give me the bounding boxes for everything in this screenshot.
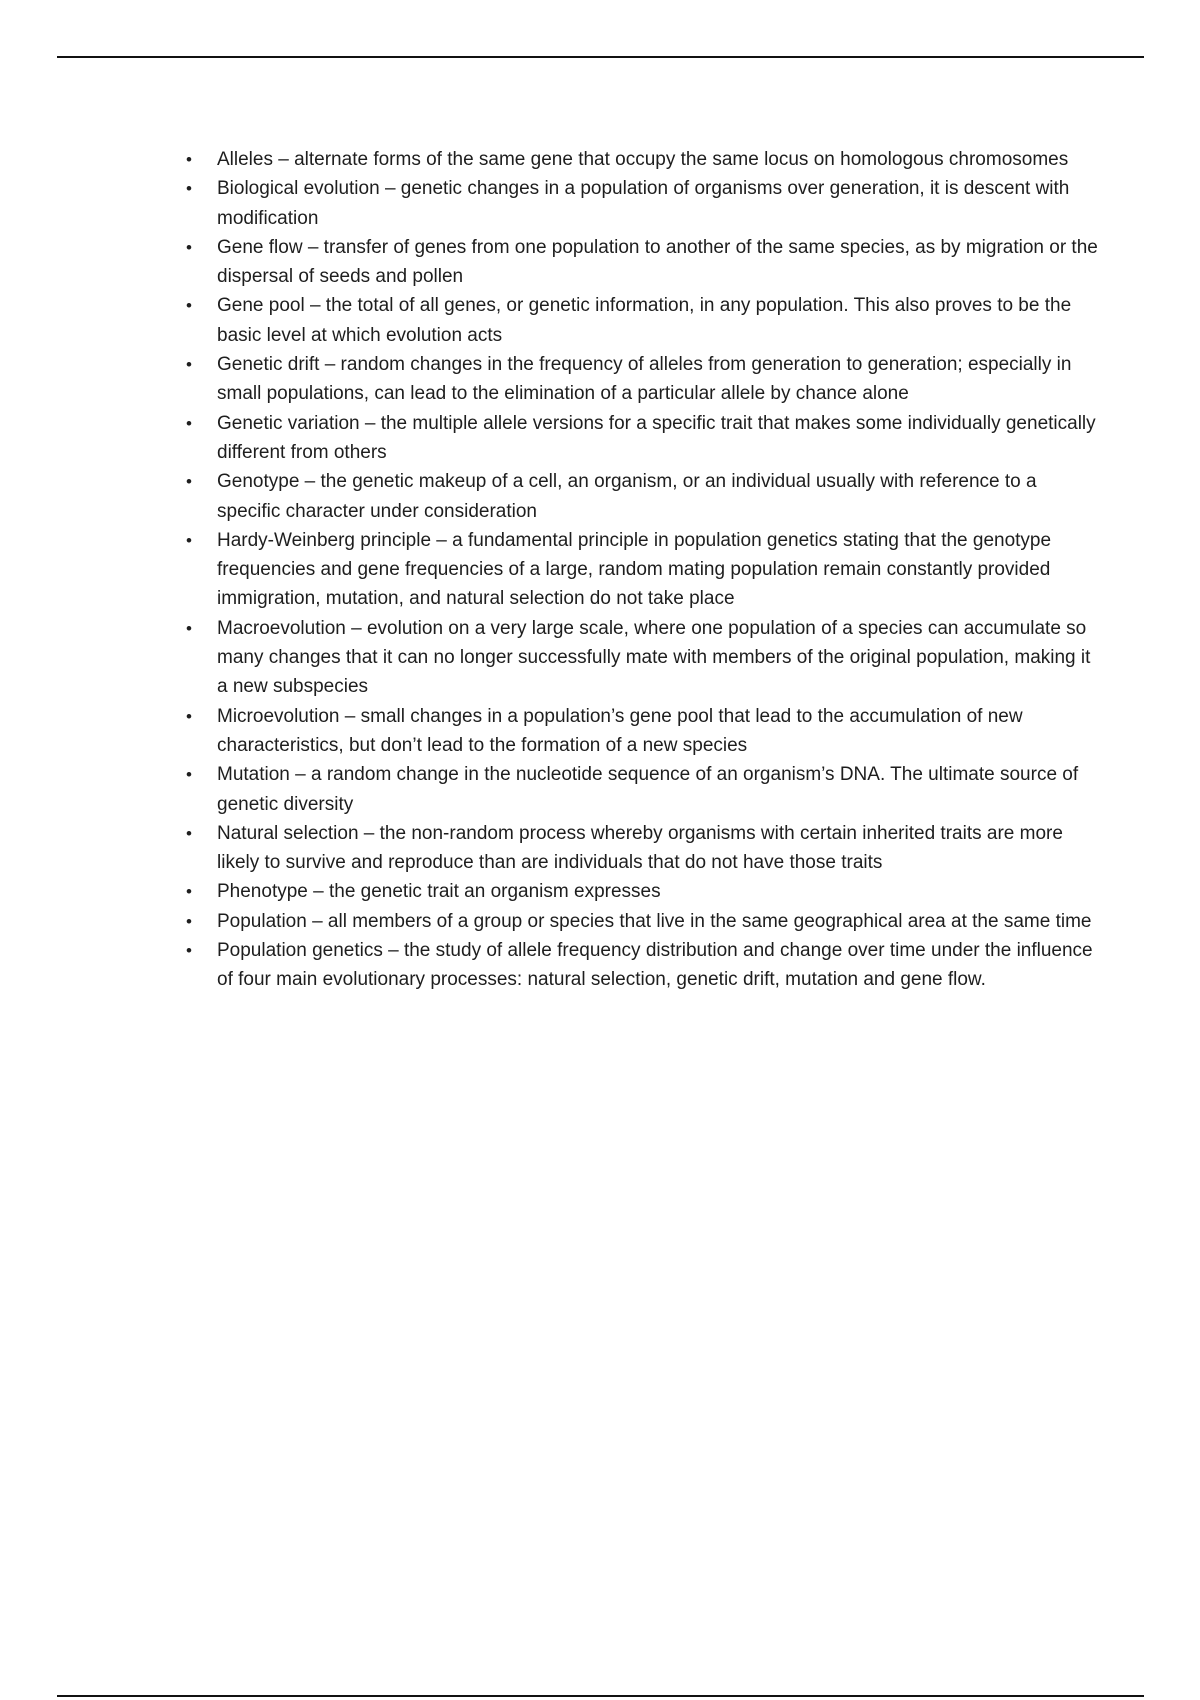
glossary-entry: Macroevolution – evolution on a very large scale, where one population of a species can accumulate so many changes that it can no longer successfully mate with members of the original population, making it a new subspecies [217,617,1091,698]
list-item [183,467,1103,526]
bullet-icon: • [186,765,192,785]
list-item [183,936,1103,995]
glossary-entry: Genetic variation – the multiple allele versions for a specific trait that makes some individually genetically different from others [217,412,1096,463]
list-item [183,614,1103,702]
bullet-icon: • [186,618,192,638]
glossary-entry: Microevolution – small changes in a population’s gene pool that lead to the accumulation of new characteristics, but don’t lead to the formation of a new species [217,705,1023,756]
bullet-icon: • [186,472,192,492]
bullet-icon: • [186,882,192,902]
list-item [183,233,1103,292]
list-item [183,409,1103,468]
glossary-entry: Biological evolution – genetic changes in a population of organisms over generation, it is descent with modification [217,178,1070,229]
list-item [183,702,1103,761]
bullet-icon: • [186,237,192,257]
glossary-entry: Phenotype – the genetic trait an organism expresses [217,881,661,903]
glossary-list [183,145,1103,995]
list-item [183,350,1103,409]
glossary-entry: Genotype – the genetic makeup of a cell, an organism, or an individual usually with reference to a specific character under consideration [217,471,1037,522]
list-item [183,526,1103,614]
bottom-rule [57,1695,1144,1697]
top-rule [57,56,1144,58]
glossary-entry: Hardy-Weinberg principle – a fundamental principle in population genetics stating that the genotype frequencies and gene frequencies of a large, random mating population remain constantly provided immigration, mutation, and natural selection do not take place [217,529,1052,610]
list-item [183,291,1103,350]
bullet-icon: • [186,706,192,726]
bullet-icon: • [186,413,192,433]
bullet-icon: • [186,823,192,843]
list-item [183,819,1103,878]
glossary-entry: Gene flow – transfer of genes from one population to another of the same species, as by migration or the dispersal of seeds and pollen [217,236,1098,288]
glossary-entry: Natural selection – the non-random process whereby organisms with certain inherited traits are more likely to survive and reproduce than are individuals that do not have those traits [217,822,1063,874]
bullet-icon: • [186,911,192,931]
bullet-icon: • [186,355,192,375]
bullet-icon: • [186,941,192,961]
bullet-icon: • [186,179,192,199]
glossary-entry: Alleles – alternate forms of the same gene that occupy the same locus on homologous chromosomes [217,149,1069,170]
glossary-entry: Population – all members of a group or species that live in the same geographical area at the same time [217,910,1092,932]
glossary-entry: Gene pool – the total of all genes, or genetic information, in any population. This also proves to be the basic level at which evolution acts [217,295,1072,346]
bullet-icon: • [186,530,192,550]
bullet-icon: • [186,150,192,169]
list-item [183,907,1103,936]
glossary-entry: Mutation – a random change in the nucleotide sequence of an organism’s DNA. The ultimate source of genetic diversity [217,764,1079,815]
list-item [183,877,1103,906]
glossary-entry: Population genetics – the study of allele frequency distribution and change over time under the influence of four main evolutionary processes: natural selection, genetic drift, mutation and gene flow. [217,940,1093,991]
list-item [183,145,1103,174]
bullet-icon: • [186,296,192,316]
glossary-entry: Genetic drift – random changes in the frequency of alleles from generation to generation; especially in small populations, can lead to the elimination of a particular allele by chance alone [217,354,1072,405]
list-item [183,174,1103,233]
list-item [183,760,1103,819]
